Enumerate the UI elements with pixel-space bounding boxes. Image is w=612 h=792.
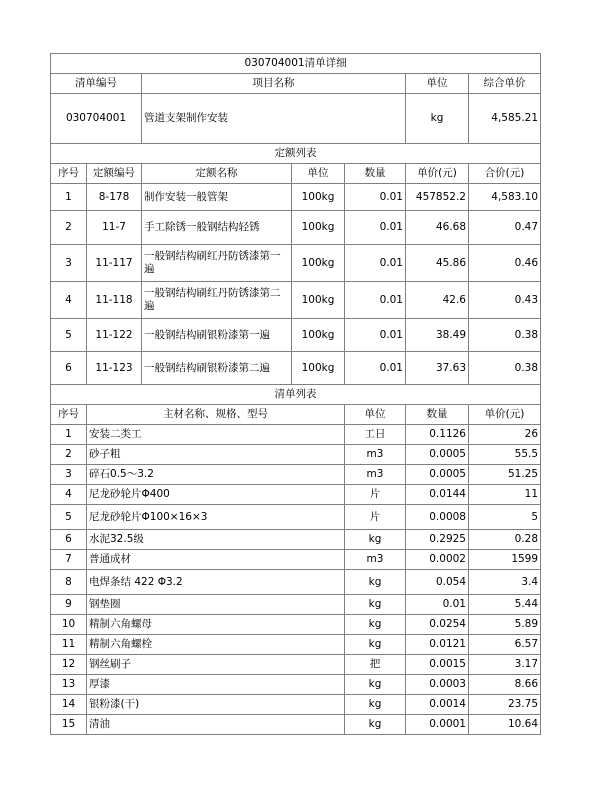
header-name: 管道支架制作安装 <box>142 94 406 144</box>
materials-row-no: 13 <box>51 675 87 695</box>
materials-row-price: 23.75 <box>469 695 541 715</box>
materials-row-unit: 片 <box>345 505 406 530</box>
materials-row-no: 2 <box>51 445 87 465</box>
quota-row-unit: 100kg <box>292 184 345 211</box>
quota-row-name: 一般钢结构刷红丹防锈漆第一遍 <box>142 245 292 282</box>
materials-row-name: 电焊条结 422 Φ3.2 <box>87 570 345 595</box>
quota-row-price: 42.6 <box>406 282 469 319</box>
quota-row <box>51 282 541 319</box>
quota-section-title: 定额列表 <box>51 144 541 164</box>
quota-row-price: 45.86 <box>406 245 469 282</box>
materials-row-qty: 0.1126 <box>406 425 469 445</box>
materials-col-price: 单价(元) <box>469 405 541 425</box>
materials-row-qty: 0.2925 <box>406 530 469 550</box>
quota-row-no: 2 <box>51 211 87 245</box>
materials-row-unit: kg <box>345 615 406 635</box>
materials-row-unit: kg <box>345 635 406 655</box>
materials-row-qty: 0.0014 <box>406 695 469 715</box>
quota-row-name: 一般钢结构刷银粉漆第一遍 <box>142 319 292 352</box>
materials-row-qty: 0.0121 <box>406 635 469 655</box>
materials-row <box>51 675 541 695</box>
materials-row-qty: 0.0005 <box>406 465 469 485</box>
materials-row-qty: 0.054 <box>406 570 469 595</box>
materials-row-no: 10 <box>51 615 87 635</box>
quota-row-no: 4 <box>51 282 87 319</box>
quota-row-name: 一般钢结构刷银粉漆第二遍 <box>142 352 292 385</box>
materials-row <box>51 635 541 655</box>
materials-col-qty: 数量 <box>406 405 469 425</box>
quota-col-unit: 单位 <box>292 164 345 184</box>
quota-row-no: 1 <box>51 184 87 211</box>
materials-row <box>51 465 541 485</box>
materials-row <box>51 505 541 530</box>
quota-row-price: 46.68 <box>406 211 469 245</box>
materials-row-name: 砂子粗 <box>87 445 345 465</box>
materials-row <box>51 715 541 735</box>
quota-row-price: 38.49 <box>406 319 469 352</box>
materials-row <box>51 595 541 615</box>
materials-row <box>51 445 541 465</box>
quota-row-code: 8-178 <box>87 184 142 211</box>
materials-row-qty: 0.0005 <box>406 445 469 465</box>
materials-row-unit: m3 <box>345 465 406 485</box>
materials-row-no: 4 <box>51 485 87 505</box>
quota-col-name: 定额名称 <box>142 164 292 184</box>
quota-row-total: 0.38 <box>469 319 541 352</box>
quota-row-code: 11-123 <box>87 352 142 385</box>
materials-row-price: 8.66 <box>469 675 541 695</box>
materials-row-unit: 片 <box>345 485 406 505</box>
materials-row-unit: kg <box>345 695 406 715</box>
quota-row-qty: 0.01 <box>345 211 406 245</box>
materials-row-qty: 0.0003 <box>406 675 469 695</box>
quota-row-qty: 0.01 <box>345 352 406 385</box>
materials-row-name: 安装二类工 <box>87 425 345 445</box>
quota-row-price: 457852.2 <box>406 184 469 211</box>
quota-row-no: 5 <box>51 319 87 352</box>
materials-row-price: 5 <box>469 505 541 530</box>
materials-row-no: 7 <box>51 550 87 570</box>
header-code-label: 清单编号 <box>51 74 142 94</box>
materials-col-no: 序号 <box>51 405 87 425</box>
quota-row-code: 11-122 <box>87 319 142 352</box>
quota-row-unit: 100kg <box>292 282 345 319</box>
materials-row-qty: 0.0254 <box>406 615 469 635</box>
materials-row-name: 尼龙砂轮片Φ100×16×3 <box>87 505 345 530</box>
quota-row-total: 4,583.10 <box>469 184 541 211</box>
quota-col-total: 合价(元) <box>469 164 541 184</box>
materials-row-qty: 0.0144 <box>406 485 469 505</box>
header-unit-label: 单位 <box>406 74 469 94</box>
materials-row <box>51 425 541 445</box>
materials-row-price: 51.25 <box>469 465 541 485</box>
materials-row-qty: 0.0008 <box>406 505 469 530</box>
materials-row <box>51 615 541 635</box>
materials-row <box>51 695 541 715</box>
materials-row-name: 尼龙砂轮片Φ400 <box>87 485 345 505</box>
quota-row-unit: 100kg <box>292 352 345 385</box>
materials-row-no: 1 <box>51 425 87 445</box>
materials-row-no: 15 <box>51 715 87 735</box>
materials-row-name: 清油 <box>87 715 345 735</box>
materials-row-name: 银粉漆(干) <box>87 695 345 715</box>
materials-section-title: 清单列表 <box>51 385 541 405</box>
quota-row-total: 0.38 <box>469 352 541 385</box>
materials-row-name: 普通成材 <box>87 550 345 570</box>
materials-row-unit: 把 <box>345 655 406 675</box>
quota-row-name: 一般钢结构刷红丹防锈漆第二遍 <box>142 282 292 319</box>
materials-row-price: 6.57 <box>469 635 541 655</box>
quota-row <box>51 184 541 211</box>
header-unit: kg <box>406 94 469 144</box>
header-price-label: 综合单价 <box>469 74 541 94</box>
materials-row-no: 5 <box>51 505 87 530</box>
materials-row-price: 1599 <box>469 550 541 570</box>
materials-row-price: 26 <box>469 425 541 445</box>
quota-row <box>51 352 541 385</box>
materials-row-no: 8 <box>51 570 87 595</box>
materials-header-row <box>51 405 541 425</box>
materials-row-qty: 0.0015 <box>406 655 469 675</box>
materials-row-unit: kg <box>345 530 406 550</box>
quota-row-qty: 0.01 <box>345 319 406 352</box>
materials-row-name: 水泥32.5级 <box>87 530 345 550</box>
materials-row <box>51 655 541 675</box>
materials-row-name: 钢垫圈 <box>87 595 345 615</box>
materials-row-no: 6 <box>51 530 87 550</box>
quota-row-no: 3 <box>51 245 87 282</box>
materials-row <box>51 485 541 505</box>
quota-row <box>51 319 541 352</box>
materials-col-unit: 单位 <box>345 405 406 425</box>
header-name-label: 项目名称 <box>142 74 406 94</box>
materials-row <box>51 550 541 570</box>
quota-row <box>51 245 541 282</box>
materials-row-price: 3.4 <box>469 570 541 595</box>
quota-row-code: 11-117 <box>87 245 142 282</box>
materials-row <box>51 570 541 595</box>
header-price: 4,585.21 <box>469 94 541 144</box>
quota-row-code: 11-118 <box>87 282 142 319</box>
materials-row-price: 55.5 <box>469 445 541 465</box>
quota-row-name: 制作安装一般管架 <box>142 184 292 211</box>
materials-row-no: 12 <box>51 655 87 675</box>
materials-row-unit: kg <box>345 595 406 615</box>
header-code: 030704001 <box>51 94 142 144</box>
quota-row-price: 37.63 <box>406 352 469 385</box>
materials-row-price: 5.89 <box>469 615 541 635</box>
materials-row-price: 10.64 <box>469 715 541 735</box>
materials-row <box>51 530 541 550</box>
table-title: 030704001清单详细 <box>51 54 541 74</box>
quota-row <box>51 211 541 245</box>
materials-row-price: 5.44 <box>469 595 541 615</box>
quota-row-code: 11-7 <box>87 211 142 245</box>
quota-row-qty: 0.01 <box>345 184 406 211</box>
materials-row-unit: kg <box>345 675 406 695</box>
materials-row-name: 精制六角螺栓 <box>87 635 345 655</box>
materials-col-name: 主材名称、规格、型号 <box>87 405 345 425</box>
quota-row-total: 0.43 <box>469 282 541 319</box>
materials-row-unit: m3 <box>345 445 406 465</box>
materials-row-name: 钢丝刷子 <box>87 655 345 675</box>
materials-row-price: 11 <box>469 485 541 505</box>
materials-row-unit: 工日 <box>345 425 406 445</box>
materials-row-qty: 0.0002 <box>406 550 469 570</box>
quota-col-price: 单价(元) <box>406 164 469 184</box>
materials-row-unit: m3 <box>345 550 406 570</box>
materials-row-no: 9 <box>51 595 87 615</box>
quota-col-qty: 数量 <box>345 164 406 184</box>
quota-row-total: 0.46 <box>469 245 541 282</box>
materials-row-unit: kg <box>345 570 406 595</box>
quota-row-qty: 0.01 <box>345 245 406 282</box>
materials-row-price: 0.28 <box>469 530 541 550</box>
detail-table <box>50 53 541 735</box>
materials-row-no: 3 <box>51 465 87 485</box>
quota-row-qty: 0.01 <box>345 282 406 319</box>
quota-col-code: 定额编号 <box>87 164 142 184</box>
materials-row-price: 3.17 <box>469 655 541 675</box>
materials-row-no: 14 <box>51 695 87 715</box>
materials-row-qty: 0.01 <box>406 595 469 615</box>
materials-row-unit: kg <box>345 715 406 735</box>
quota-row-unit: 100kg <box>292 319 345 352</box>
quota-row-name: 手工除锈一般钢结构轻锈 <box>142 211 292 245</box>
materials-row-name: 碎石0.5～3.2 <box>87 465 345 485</box>
materials-row-no: 11 <box>51 635 87 655</box>
quota-col-no: 序号 <box>51 164 87 184</box>
quota-row-unit: 100kg <box>292 211 345 245</box>
quota-row-total: 0.47 <box>469 211 541 245</box>
materials-row-name: 厚漆 <box>87 675 345 695</box>
quota-row-no: 6 <box>51 352 87 385</box>
quota-header-row <box>51 164 541 184</box>
quota-row-unit: 100kg <box>292 245 345 282</box>
materials-row-qty: 0.0001 <box>406 715 469 735</box>
materials-row-name: 精制六角螺母 <box>87 615 345 635</box>
